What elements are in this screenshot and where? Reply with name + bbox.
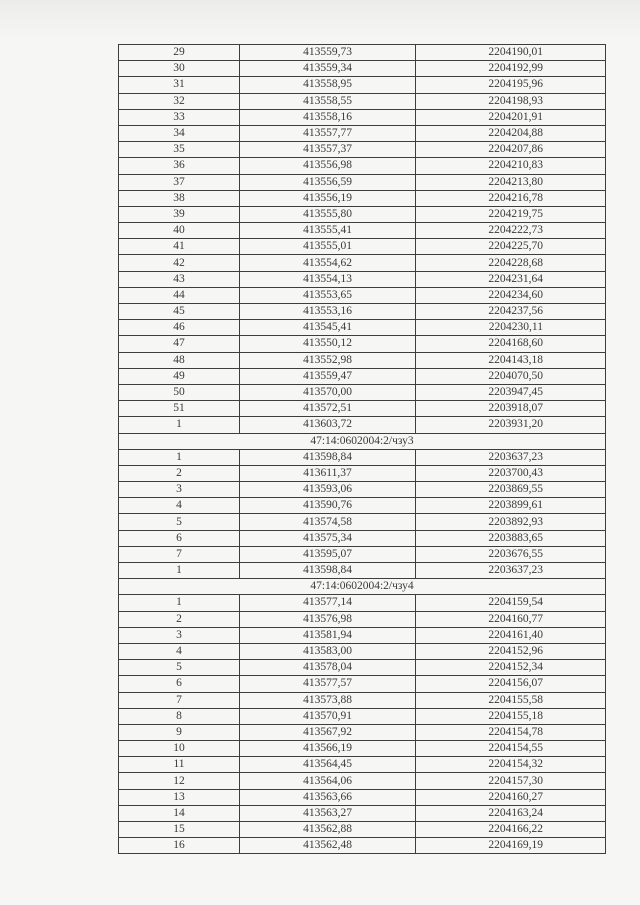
x-coordinate-cell: 413556,59 [240, 174, 416, 190]
y-coordinate-cell: 2204219,75 [416, 206, 606, 222]
point-number-cell: 39 [119, 206, 240, 222]
y-coordinate-cell: 2204198,93 [416, 93, 606, 109]
table-row [119, 320, 606, 336]
y-coordinate-cell: 2204156,07 [416, 676, 606, 692]
x-coordinate-cell: 413562,48 [240, 838, 416, 854]
point-number-cell: 2 [119, 465, 240, 481]
x-coordinate-cell: 413563,66 [240, 789, 416, 805]
y-coordinate-cell: 2204234,60 [416, 287, 606, 303]
table-row [119, 822, 606, 838]
table-row [119, 789, 606, 805]
table-row [119, 271, 606, 287]
table-row [119, 708, 606, 724]
point-number-cell: 3 [119, 627, 240, 643]
point-number-cell: 14 [119, 805, 240, 821]
table-row [119, 692, 606, 708]
table-row [119, 530, 606, 546]
y-coordinate-cell: 2204154,55 [416, 741, 606, 757]
x-coordinate-cell: 413577,14 [240, 595, 416, 611]
point-number-cell: 13 [119, 789, 240, 805]
table-row [119, 514, 606, 530]
y-coordinate-cell: 2204190,01 [416, 45, 606, 61]
point-number-cell: 4 [119, 498, 240, 514]
table-row [119, 465, 606, 481]
x-coordinate-cell: 413557,77 [240, 125, 416, 141]
x-coordinate-cell: 413567,92 [240, 724, 416, 740]
table-row [119, 401, 606, 417]
point-number-cell: 46 [119, 320, 240, 336]
y-coordinate-cell: 2204159,54 [416, 595, 606, 611]
table-row [119, 384, 606, 400]
y-coordinate-cell: 2204204,88 [416, 125, 606, 141]
table-row [119, 627, 606, 643]
y-coordinate-cell: 2204237,56 [416, 304, 606, 320]
table-row [119, 304, 606, 320]
point-number-cell: 31 [119, 77, 240, 93]
table-row [119, 773, 606, 789]
x-coordinate-cell: 413578,04 [240, 660, 416, 676]
x-coordinate-cell: 413554,13 [240, 271, 416, 287]
y-coordinate-cell: 2203700,43 [416, 465, 606, 481]
x-coordinate-cell: 413577,57 [240, 676, 416, 692]
point-number-cell: 29 [119, 45, 240, 61]
y-coordinate-cell: 2204160,77 [416, 611, 606, 627]
point-number-cell: 48 [119, 352, 240, 368]
section-heading-row [119, 433, 606, 449]
x-coordinate-cell: 413563,27 [240, 805, 416, 821]
x-coordinate-cell: 413558,55 [240, 93, 416, 109]
y-coordinate-cell: 2203899,61 [416, 498, 606, 514]
x-coordinate-cell: 413556,98 [240, 158, 416, 174]
x-coordinate-cell: 413603,72 [240, 417, 416, 433]
table-row [119, 757, 606, 773]
table-row [119, 336, 606, 352]
table-row [119, 498, 606, 514]
table-row [119, 93, 606, 109]
point-number-cell: 50 [119, 384, 240, 400]
table-row [119, 190, 606, 206]
y-coordinate-cell: 2204231,64 [416, 271, 606, 287]
x-coordinate-cell: 413559,73 [240, 45, 416, 61]
table-row [119, 482, 606, 498]
y-coordinate-cell: 2204161,40 [416, 627, 606, 643]
y-coordinate-cell: 2204163,24 [416, 805, 606, 821]
x-coordinate-cell: 413559,34 [240, 61, 416, 77]
table-row [119, 255, 606, 271]
y-coordinate-cell: 2204216,78 [416, 190, 606, 206]
point-number-cell: 6 [119, 530, 240, 546]
point-number-cell: 34 [119, 125, 240, 141]
table-row [119, 563, 606, 579]
y-coordinate-cell: 2203637,23 [416, 449, 606, 465]
x-coordinate-cell: 413566,19 [240, 741, 416, 757]
table-row [119, 611, 606, 627]
y-coordinate-cell: 2204143,18 [416, 352, 606, 368]
x-coordinate-cell: 413598,84 [240, 563, 416, 579]
point-number-cell: 49 [119, 368, 240, 384]
table-row [119, 352, 606, 368]
y-coordinate-cell: 2203892,93 [416, 514, 606, 530]
y-coordinate-cell: 2203947,45 [416, 384, 606, 400]
x-coordinate-cell: 413557,37 [240, 142, 416, 158]
x-coordinate-cell: 413611,37 [240, 465, 416, 481]
section-heading: 47:14:0602004:2/чзу3 [119, 433, 606, 449]
y-coordinate-cell: 2204228,68 [416, 255, 606, 271]
table-row [119, 838, 606, 854]
y-coordinate-cell: 2204166,22 [416, 822, 606, 838]
point-number-cell: 11 [119, 757, 240, 773]
x-coordinate-cell: 413553,16 [240, 304, 416, 320]
y-coordinate-cell: 2203883,65 [416, 530, 606, 546]
point-number-cell: 44 [119, 287, 240, 303]
table-row [119, 61, 606, 77]
x-coordinate-cell: 413558,16 [240, 109, 416, 125]
table-row [119, 287, 606, 303]
y-coordinate-cell: 2204207,86 [416, 142, 606, 158]
x-coordinate-cell: 413555,41 [240, 223, 416, 239]
point-number-cell: 5 [119, 514, 240, 530]
point-number-cell: 32 [119, 93, 240, 109]
x-coordinate-cell: 413593,06 [240, 482, 416, 498]
table-row [119, 109, 606, 125]
point-number-cell: 33 [119, 109, 240, 125]
y-coordinate-cell: 2203931,20 [416, 417, 606, 433]
x-coordinate-cell: 413570,00 [240, 384, 416, 400]
point-number-cell: 1 [119, 595, 240, 611]
y-coordinate-cell: 2204168,60 [416, 336, 606, 352]
table-row [119, 125, 606, 141]
x-coordinate-cell: 413545,41 [240, 320, 416, 336]
table-row [119, 45, 606, 61]
y-coordinate-cell: 2204152,96 [416, 643, 606, 659]
point-number-cell: 47 [119, 336, 240, 352]
y-coordinate-cell: 2203918,07 [416, 401, 606, 417]
table-row [119, 239, 606, 255]
table-row [119, 158, 606, 174]
point-number-cell: 40 [119, 223, 240, 239]
table-row [119, 741, 606, 757]
point-number-cell: 4 [119, 643, 240, 659]
y-coordinate-cell: 2204225,70 [416, 239, 606, 255]
coordinates-table [118, 44, 606, 854]
point-number-cell: 5 [119, 660, 240, 676]
x-coordinate-cell: 413564,45 [240, 757, 416, 773]
y-coordinate-cell: 2203869,55 [416, 482, 606, 498]
x-coordinate-cell: 413598,84 [240, 449, 416, 465]
point-number-cell: 7 [119, 546, 240, 562]
y-coordinate-cell: 2204192,99 [416, 61, 606, 77]
y-coordinate-cell: 2204210,83 [416, 158, 606, 174]
point-number-cell: 15 [119, 822, 240, 838]
point-number-cell: 3 [119, 482, 240, 498]
table-row [119, 643, 606, 659]
table-row [119, 676, 606, 692]
point-number-cell: 43 [119, 271, 240, 287]
point-number-cell: 2 [119, 611, 240, 627]
x-coordinate-cell: 413556,19 [240, 190, 416, 206]
point-number-cell: 37 [119, 174, 240, 190]
y-coordinate-cell: 2204154,78 [416, 724, 606, 740]
x-coordinate-cell: 413552,98 [240, 352, 416, 368]
x-coordinate-cell: 413562,88 [240, 822, 416, 838]
point-number-cell: 42 [119, 255, 240, 271]
table-row [119, 417, 606, 433]
point-number-cell: 38 [119, 190, 240, 206]
x-coordinate-cell: 413564,06 [240, 773, 416, 789]
y-coordinate-cell: 2204230,11 [416, 320, 606, 336]
point-number-cell: 41 [119, 239, 240, 255]
point-number-cell: 8 [119, 708, 240, 724]
table-row [119, 77, 606, 93]
x-coordinate-cell: 413572,51 [240, 401, 416, 417]
x-coordinate-cell: 413590,76 [240, 498, 416, 514]
y-coordinate-cell: 2203676,55 [416, 546, 606, 562]
coordinates-table-body [119, 45, 606, 854]
y-coordinate-cell: 2204160,27 [416, 789, 606, 805]
y-coordinate-cell: 2204155,18 [416, 708, 606, 724]
point-number-cell: 1 [119, 417, 240, 433]
x-coordinate-cell: 413576,98 [240, 611, 416, 627]
table-row [119, 805, 606, 821]
x-coordinate-cell: 413553,65 [240, 287, 416, 303]
table-row [119, 368, 606, 384]
point-number-cell: 1 [119, 563, 240, 579]
point-number-cell: 35 [119, 142, 240, 158]
x-coordinate-cell: 413555,80 [240, 206, 416, 222]
y-coordinate-cell: 2204222,73 [416, 223, 606, 239]
point-number-cell: 45 [119, 304, 240, 320]
y-coordinate-cell: 2204154,32 [416, 757, 606, 773]
y-coordinate-cell: 2204213,80 [416, 174, 606, 190]
point-number-cell: 51 [119, 401, 240, 417]
point-number-cell: 7 [119, 692, 240, 708]
section-heading: 47:14:0602004:2/чзу4 [119, 579, 606, 595]
table-row [119, 142, 606, 158]
x-coordinate-cell: 413559,47 [240, 368, 416, 384]
x-coordinate-cell: 413575,34 [240, 530, 416, 546]
x-coordinate-cell: 413595,07 [240, 546, 416, 562]
y-coordinate-cell: 2204169,19 [416, 838, 606, 854]
x-coordinate-cell: 413554,62 [240, 255, 416, 271]
table-row [119, 174, 606, 190]
x-coordinate-cell: 413550,12 [240, 336, 416, 352]
x-coordinate-cell: 413583,00 [240, 643, 416, 659]
x-coordinate-cell: 413581,94 [240, 627, 416, 643]
x-coordinate-cell: 413574,58 [240, 514, 416, 530]
point-number-cell: 36 [119, 158, 240, 174]
y-coordinate-cell: 2204070,50 [416, 368, 606, 384]
table-row [119, 449, 606, 465]
point-number-cell: 9 [119, 724, 240, 740]
point-number-cell: 12 [119, 773, 240, 789]
point-number-cell: 30 [119, 61, 240, 77]
x-coordinate-cell: 413558,95 [240, 77, 416, 93]
y-coordinate-cell: 2204157,30 [416, 773, 606, 789]
y-coordinate-cell: 2204201,91 [416, 109, 606, 125]
x-coordinate-cell: 413570,91 [240, 708, 416, 724]
table-row [119, 206, 606, 222]
table-row [119, 724, 606, 740]
table-row [119, 595, 606, 611]
point-number-cell: 6 [119, 676, 240, 692]
y-coordinate-cell: 2204155,58 [416, 692, 606, 708]
point-number-cell: 10 [119, 741, 240, 757]
table-row [119, 546, 606, 562]
y-coordinate-cell: 2203637,23 [416, 563, 606, 579]
table-row [119, 660, 606, 676]
y-coordinate-cell: 2204152,34 [416, 660, 606, 676]
scan-top-shadow [0, 0, 640, 40]
x-coordinate-cell: 413573,88 [240, 692, 416, 708]
y-coordinate-cell: 2204195,96 [416, 77, 606, 93]
point-number-cell: 1 [119, 449, 240, 465]
section-heading-row [119, 579, 606, 595]
x-coordinate-cell: 413555,01 [240, 239, 416, 255]
point-number-cell: 16 [119, 838, 240, 854]
table-row [119, 223, 606, 239]
